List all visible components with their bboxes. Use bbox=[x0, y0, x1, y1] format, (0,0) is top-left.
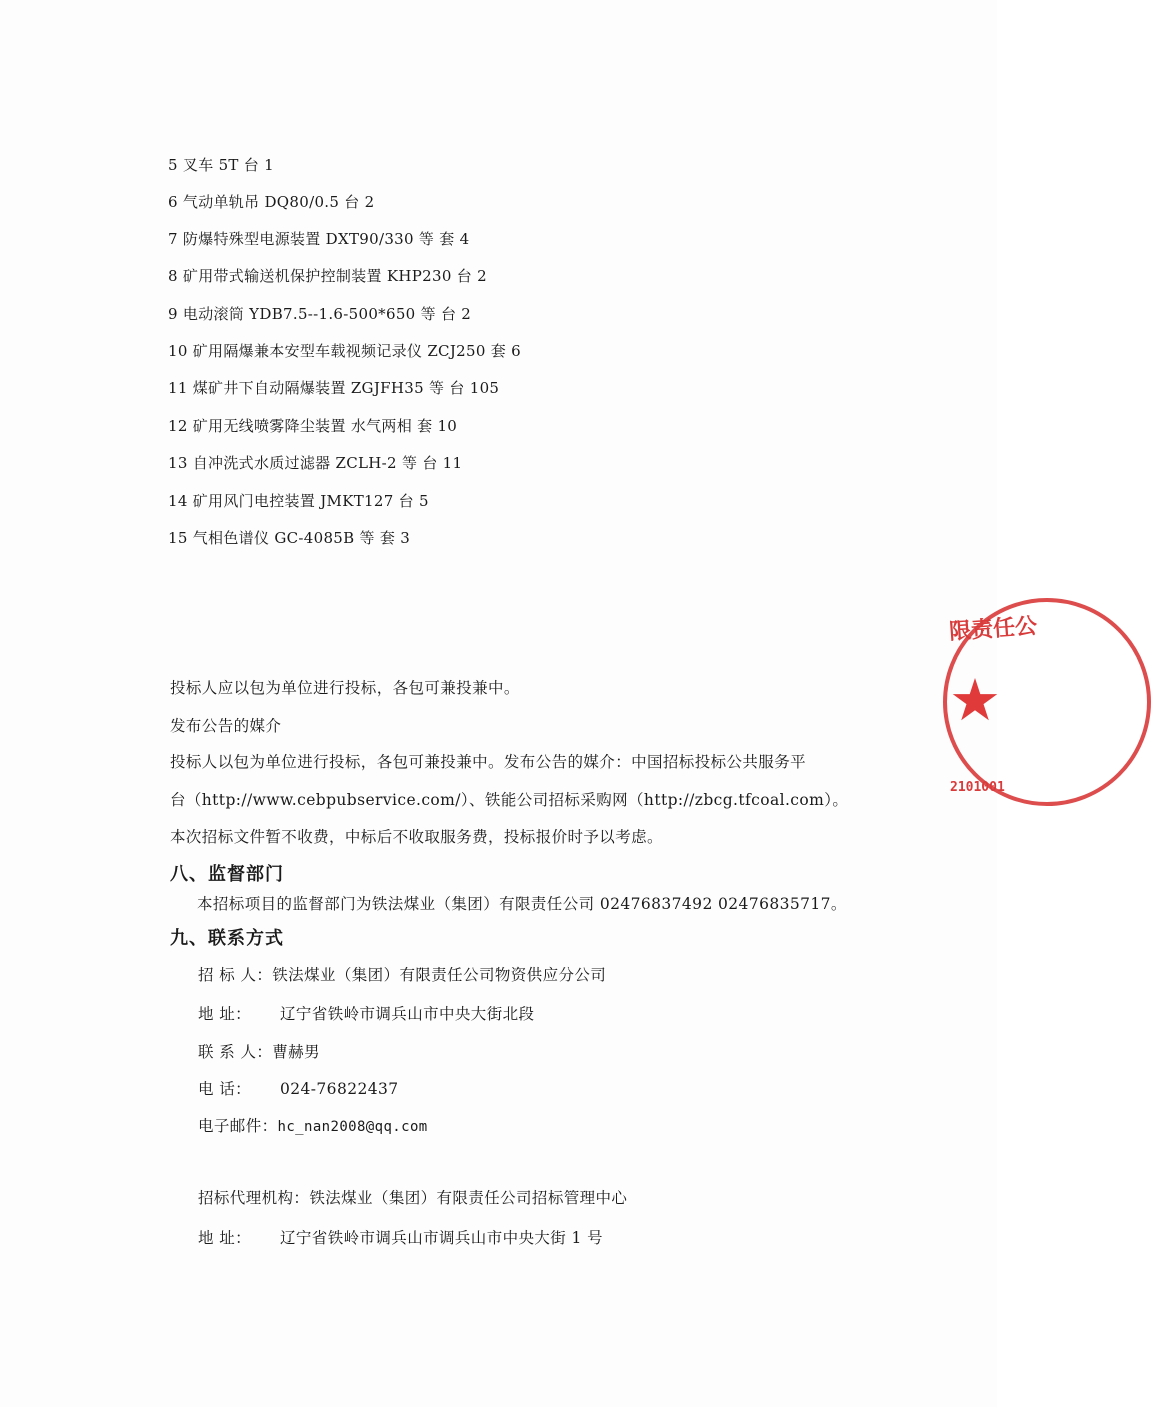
bid-note: 投标人应以包为单位进行投标，各包可兼投兼中。 bbox=[170, 679, 520, 697]
company-seal bbox=[935, 598, 1038, 813]
list-item: 5 叉车 5T 台 1 bbox=[168, 156, 275, 174]
address-label: 地 址： bbox=[198, 1005, 252, 1023]
contact-phone bbox=[198, 1079, 399, 1099]
contact-person bbox=[198, 1042, 320, 1062]
phone-value: 024-76822437 bbox=[280, 1080, 399, 1098]
contact-tenderer bbox=[198, 965, 606, 985]
list-item: 7 防爆特殊型电源装置 DXT90/330 等 套 4 bbox=[168, 230, 470, 248]
agency-address-value: 辽宁省铁岭市调兵山市调兵山市中央大街 1 号 bbox=[280, 1229, 604, 1247]
contact-agency-address bbox=[198, 1228, 603, 1248]
media-paragraph-line2: 台（http://www.cebpubservice.com/）、铁能公司招标采购网（http://zbcg.tfcoal.com）。 bbox=[170, 791, 849, 809]
list-item: 10 矿用隔爆兼本安型车载视频记录仪 ZCJ250 套 6 bbox=[168, 342, 521, 360]
supervision-text: 本招标项目的监督部门为铁法煤业（集团）有限责任公司 02476837492 02476835717。 bbox=[197, 895, 847, 913]
tenderer-label: 招 标 人： bbox=[198, 966, 273, 984]
list-item: 6 气动单轨吊 DQ80/0.5 台 2 bbox=[168, 193, 375, 211]
contact-agency bbox=[198, 1188, 627, 1208]
list-item: 12 矿用无线喷雾降尘装置 水气两相 套 10 bbox=[168, 417, 458, 435]
media-paragraph-line1: 投标人以包为单位进行投标，各包可兼投兼中。发布公告的媒介：中国招标投标公共服务平 bbox=[170, 753, 807, 771]
tenderer-value: 铁法煤业（集团）有限责任公司物资供应分公司 bbox=[272, 966, 607, 984]
agency-address-label: 地 址： bbox=[198, 1229, 252, 1247]
list-item: 9 电动滚筒 YDB7.5--1.6-500*650 等 台 2 bbox=[168, 305, 472, 323]
list-item: 11 煤矿井下自动隔爆装置 ZGJFH35 等 台 105 bbox=[168, 379, 500, 397]
agency-label: 招标代理机构： bbox=[198, 1189, 310, 1207]
media-heading: 发布公告的媒介 bbox=[170, 717, 282, 735]
list-item: 15 气相色谱仪 GC-4085B 等 套 3 bbox=[168, 529, 411, 547]
star-icon: ★ bbox=[949, 666, 1001, 734]
phone-label: 电 话： bbox=[198, 1080, 252, 1098]
contact-value: 曹赫男 bbox=[272, 1043, 320, 1061]
section-9-heading: 九、联系方式 bbox=[170, 928, 284, 949]
list-item: 8 矿用带式输送机保护控制装置 KHP230 台 2 bbox=[168, 267, 487, 285]
agency-value: 铁法煤业（集团）有限责任公司招标管理中心 bbox=[309, 1189, 628, 1207]
seal-number: 2101001 bbox=[950, 780, 1005, 795]
contact-address bbox=[198, 1004, 534, 1024]
contact-label: 联 系 人： bbox=[198, 1043, 273, 1061]
list-item: 14 矿用风门电控装置 JMKT127 台 5 bbox=[168, 492, 429, 510]
address-value: 辽宁省铁岭市调兵山市中央大街北段 bbox=[280, 1005, 535, 1023]
fee-note: 本次招标文件暂不收费，中标后不收取服务费，投标报价时予以考虑。 bbox=[170, 828, 663, 846]
seal-text: 限责任公 bbox=[948, 612, 1038, 646]
email-label: 电子邮件： bbox=[198, 1117, 278, 1135]
list-item: 13 自冲洗式水质过滤器 ZCLH-2 等 台 11 bbox=[168, 454, 463, 472]
contact-email bbox=[198, 1116, 428, 1137]
email-value: hc_nan2008@qq.com bbox=[277, 1119, 428, 1135]
section-8-heading: 八、监督部门 bbox=[170, 864, 284, 885]
